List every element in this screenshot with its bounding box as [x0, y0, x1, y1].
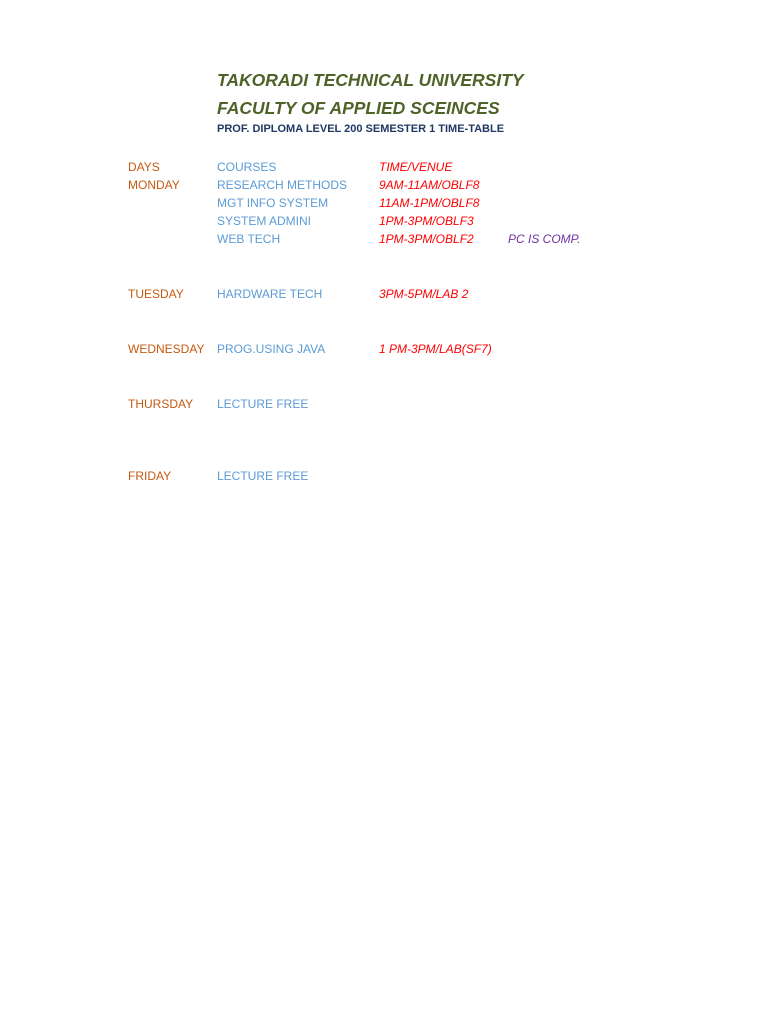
column-header-days: DAYS [128, 160, 160, 174]
row-course: WEB TECH [217, 232, 281, 246]
row-course: MGT INFO SYSTEM [217, 196, 329, 210]
row-day-monday: MONDAY [128, 178, 180, 192]
row-course: PROG.USING JAVA [217, 342, 326, 356]
row-time-venue: 11AM-1PM/OBLF8 [379, 196, 480, 210]
row-day-friday: FRIDAY [128, 469, 172, 483]
row-course: SYSTEM ADMINI [217, 214, 312, 228]
row-time-venue: 1PM-3PM/OBLF2 [379, 232, 474, 246]
row-time-venue: 1PM-3PM/OBLF3 [379, 214, 474, 228]
row-day-tuesday: TUESDAY [128, 287, 184, 301]
university-title: TAKORADI TECHNICAL UNIVERSITY [217, 70, 524, 90]
row-course: HARDWARE TECH [217, 287, 323, 301]
column-header-courses: COURSES [217, 160, 277, 174]
row-course: LECTURE FREE [217, 469, 309, 483]
row-course: RESEARCH METHODS [217, 178, 348, 192]
row-note: PC IS COMP. [508, 232, 581, 246]
row-time-venue: 3PM-5PM/LAB 2 [379, 287, 469, 301]
row-time-venue: 9AM-11AM/OBLF8 [379, 178, 480, 192]
faculty-title: FACULTY OF APPLIED SCEINCES [217, 98, 500, 118]
timetable-subtitle: PROF. DIPLOMA LEVEL 200 SEMESTER 1 TIME-TABLE [217, 123, 505, 135]
row-day-wednesday: WEDNESDAY [128, 342, 205, 356]
row-time-venue: 1 PM-3PM/LAB(SF7) [379, 342, 492, 356]
row-day-thursday: THURSDAY [128, 397, 194, 411]
row-course: LECTURE FREE [217, 397, 309, 411]
column-header-time-venue: TIME/VENUE [379, 160, 453, 174]
